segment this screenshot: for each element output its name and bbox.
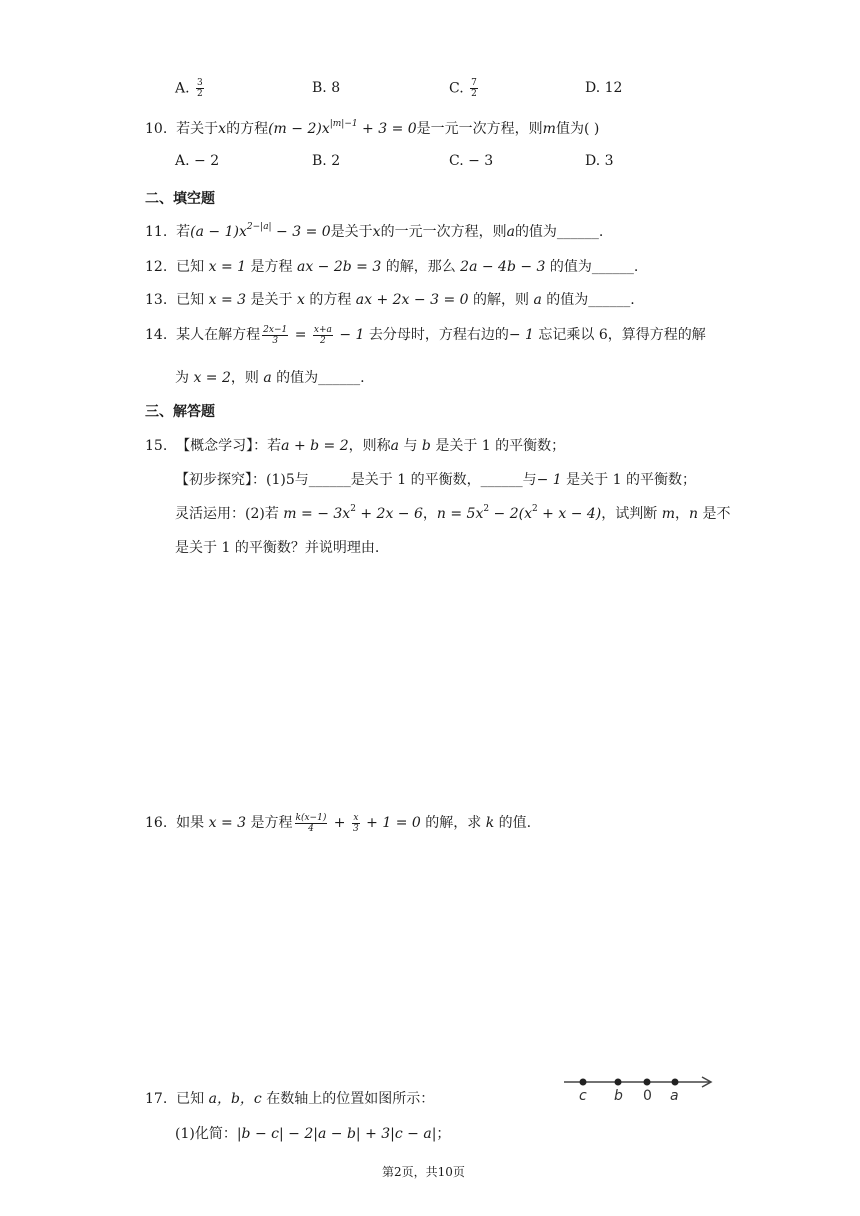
q16-fraction-2: $\frac{x}{3}$ [352,812,359,834]
question-14: 14. 某人在解方程 $\frac{2x-1}{3}$ = $\frac{x+a}{2}$ − 1 去分母时，方程右边的− 1 忘记乘以 6，算得方程的解 [145,324,706,346]
label-c: c [579,1088,587,1104]
label-zero: 0 [643,1088,652,1104]
question-10: 10. 若关于x的方程$(m - 2)x^{|m|-1} + 3 = 0$是一元一次方程，则m值为( ) [145,119,600,137]
page-footer: 第2页，共10页 [382,1165,465,1179]
q14-fraction-right: $\frac{x+a}{2}$ [313,324,332,346]
number-line-figure [560,1072,720,1108]
q9-option-a: A. $\frac{3}{2}$ [175,78,203,99]
q9-option-a-fraction: $\frac{3}{2}$ [197,78,203,99]
point-c [580,1079,587,1086]
question-15-part-2: 灵活运用：(2)若 m = − $3x^2 + 2x - 6$，$n = 5x^2 - 2(x^2 + x - 4)$，试判断 m，n 是不 [175,504,731,522]
question-15-part-2-line-2: 是关于 1 的平衡数？并说明理由. [175,540,380,556]
q9-option-d: D. 12 [585,80,623,96]
q10-option-c: C. − 3 [449,153,494,169]
q14-fraction-left: $\frac{2x-1}{3}$ [263,324,288,346]
section-answer-heading: 三、解答题 [145,404,215,420]
q9-option-c: C. $\frac{7}{2}$ [449,78,477,99]
question-15-part-1: 【初步探究】：(1)5与______是关于 1 的平衡数，______与− 1 是关于 1 的平衡数； [175,472,696,488]
question-17-part-1: (1)化简：|b − c| − 2|a − b| + 3|c − a|； [175,1126,451,1142]
section-fill-in-heading: 二、填空题 [145,191,215,207]
question-15: 15. 【概念学习】：若a + b = 2，则称a 与 b 是关于 1 的平衡数； [145,438,566,454]
q9-option-b: B. 8 [312,80,341,96]
question-13: 13. 已知 x = 3 是关于 x 的方程 ax + 2x − 3 = 0 的解，则 a 的值为______. [145,292,635,308]
point-zero [644,1079,651,1086]
q10-option-a: A. − 2 [175,153,220,169]
point-a [672,1079,679,1086]
question-14-line-2: 为 x = 2，则 a 的值为______. [175,370,365,386]
q16-fraction-1: $\frac{k(x-1)}{4}$ [295,812,327,834]
question-12: 12. 已知 x = 1 是方程 ax − 2b = 3 的解，那么 2a − 4b − 3 的值为______. [145,259,639,275]
label-b: b [614,1088,623,1104]
q10-option-b: B. 2 [312,153,341,169]
label-a: a [670,1088,679,1104]
question-11: 11. 若$(a - 1)x^{2-|a|} - 3 = 0$是关于x的一元一次方程，则a的值为______. [145,222,604,240]
question-16: 16. 如果 x = 3 是方程 $\frac{k(x-1)}{4}$ + $\frac{x}{3}$ + 1 = 0 的解，求 k 的值. [145,812,532,834]
q10-option-d: D. 3 [585,153,614,169]
question-17: 17. 已知 a，b，c 在数轴上的位置如图所示： [145,1091,435,1107]
q9-option-c-fraction: $\frac{7}{2}$ [471,78,477,99]
point-b [615,1079,622,1086]
